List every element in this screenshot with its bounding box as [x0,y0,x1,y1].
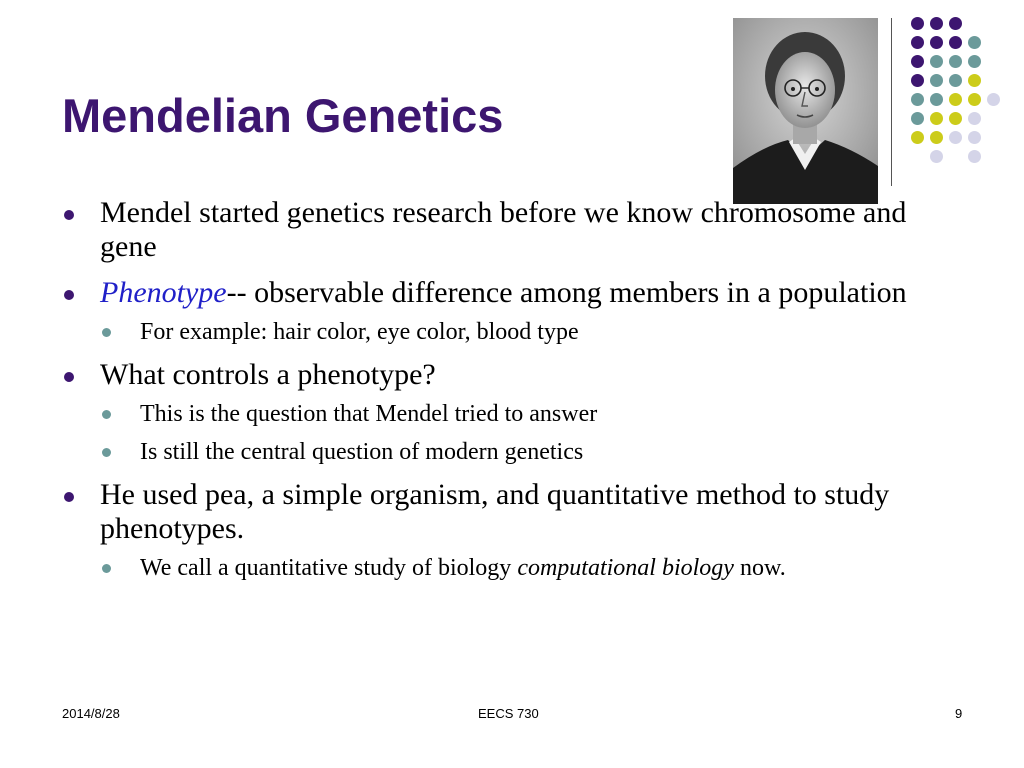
sub-bullet-italic-text: computational biology [517,555,734,581]
sub-bullet-list [100,318,962,346]
decorative-dot [949,55,962,68]
sub-bullet-text: This is the question that Mendel tried to answer [140,401,598,427]
bullet-dot-icon [64,210,74,220]
sub-bullet-dot-icon [102,328,111,337]
decorative-dot [949,112,962,125]
bullet-item [62,276,962,346]
sub-bullet-item [100,400,962,428]
phenotype-term: Phenotype [100,276,227,309]
bullet-item [62,196,962,264]
sub-bullet-list [100,400,962,466]
decorative-dot [930,36,943,49]
decorative-dot [930,17,943,30]
sub-bullet-text: Is still the central question of modern genetics [140,439,584,465]
bullet-item [62,478,962,582]
decorative-dot [968,93,981,106]
bullet-text: -- observable difference among members in a population [226,276,907,309]
decorative-dot [968,55,981,68]
decorative-dot [930,112,943,125]
bullet-text: He used pea, a simple organism, and quantitative method to study phenotypes. [100,478,890,545]
decorative-dot [949,93,962,106]
decorative-dot [911,36,924,49]
sub-bullet-text: We call a quantitative study of biology [140,555,518,581]
decorative-dot [968,36,981,49]
decorative-dot [930,93,943,106]
decorative-dot [968,74,981,87]
decorative-dot [911,55,924,68]
divider-line [891,18,892,186]
bullet-text: Mendel started genetics research before we know chromosome and gene [100,196,907,263]
sub-bullet-item [100,318,962,346]
decorative-dot [949,131,962,144]
decorative-dot [968,150,981,163]
decorative-dot [930,131,943,144]
bullet-dot-icon [64,372,74,382]
decorative-dot [968,131,981,144]
footer-page-number: 9 [955,706,963,721]
sub-bullet-item [100,438,962,466]
sub-bullet-dot-icon [102,448,111,457]
decorative-dot [949,17,962,30]
mendel-portrait [733,18,878,204]
decorative-dot [911,112,924,125]
decorative-dot [911,93,924,106]
decorative-dot [949,74,962,87]
decorative-dot [987,93,1000,106]
sub-bullet-dot-icon [102,564,111,573]
decorative-dot [911,131,924,144]
footer-course: EECS 730 [478,706,539,721]
decorative-dot [911,17,924,30]
bullet-dot-icon [64,492,74,502]
decorative-dot [930,55,943,68]
decorative-dot [968,112,981,125]
slide-title: Mendelian Genetics [62,89,504,142]
sub-bullet-text-end: now. [733,555,786,581]
bullet-text: What controls a phenotype? [100,358,436,391]
sub-bullet-list [100,554,962,582]
decorative-dot [949,36,962,49]
decorative-dot [930,150,943,163]
slide-body [62,196,962,594]
bullet-list [62,196,962,582]
footer-date: 2014/8/28 [62,706,120,721]
sub-bullet-dot-icon [102,410,111,419]
sub-bullet-item [100,554,962,582]
bullet-item [62,358,962,466]
decorative-dot [930,74,943,87]
sub-bullet-text: For example: hair color, eye color, blood type [140,319,579,345]
decorative-dot [911,74,924,87]
bullet-dot-icon [64,290,74,300]
